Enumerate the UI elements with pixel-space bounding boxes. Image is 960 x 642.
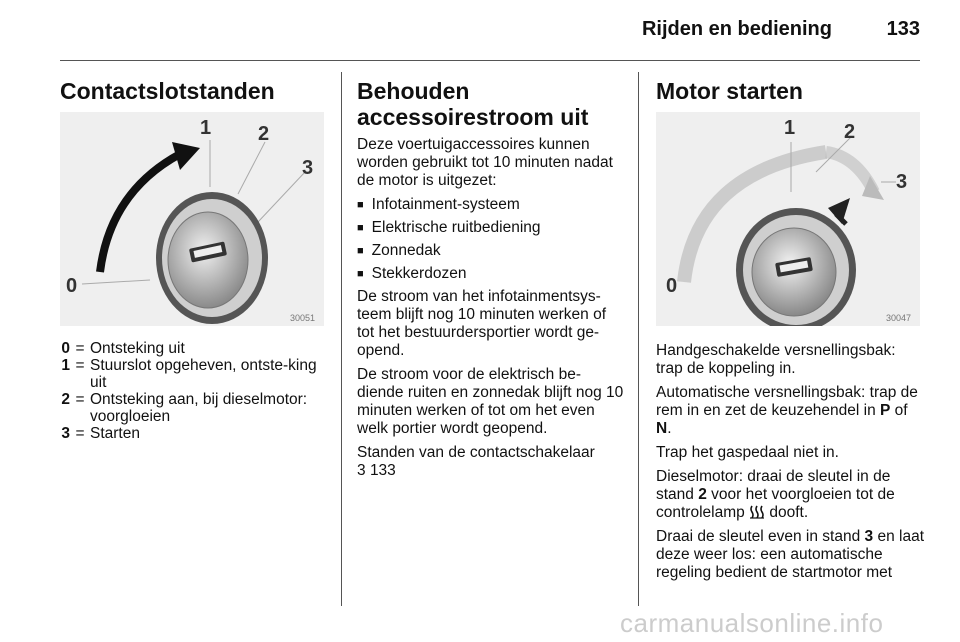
section-heading-behouden-line2: accessoirestroom uit: [357, 104, 589, 130]
figure-label-3: 3: [302, 157, 314, 179]
left-column: [60, 78, 330, 104]
figure-number: 30047: [886, 313, 912, 323]
reference-page: 133: [369, 462, 396, 479]
legend-row-0: 0 = Ontsteking uit: [61, 340, 185, 357]
pointer-line-2: [238, 142, 265, 194]
figure-number: 30051: [290, 313, 316, 323]
ignition-lock-illustration: [60, 112, 324, 326]
header-rule: [60, 60, 920, 61]
figure-label-2: 2: [844, 121, 856, 143]
pointer-line-3: [258, 172, 305, 222]
figure-label-1: 1: [784, 117, 796, 139]
automatic-gearbox-paragraph: Automatische versnellingsbak: trap de rem in en zet de keuzehendel in P of N.: [656, 384, 918, 437]
figure-label-1: 1: [200, 117, 212, 139]
running-header-title: Rijden en bediening: [641, 18, 832, 40]
accelerator-paragraph: Trap het gaspedaal niet in.: [656, 444, 839, 461]
figure-label-0: 0: [66, 275, 78, 297]
figure-label-3: 3: [896, 171, 908, 193]
infotainment-paragraph: De stroom van het infotainmentsys-teem blijft nog 10 minuten werken of tot het bestuurdersportier wordt ge-opend.: [357, 288, 606, 359]
figure-label-0: 0: [666, 275, 678, 297]
right-column-body: [656, 342, 924, 588]
section-heading-motor-starten: Motor starten: [656, 78, 803, 104]
figure-label-2: 2: [258, 123, 270, 145]
windows-paragraph: De stroom voor de elektrisch be-diende ruiten en zonnedak blijft nog 10 minuten werken of tot om het even welk portier wordt geopend.: [357, 366, 624, 437]
watermark: carmanualsonline.info: [620, 608, 884, 638]
engine-start-figure: [656, 112, 920, 326]
lock-face: [168, 212, 248, 308]
middle-column: [357, 78, 625, 486]
list-item: ■ Infotainment-systeem: [357, 196, 625, 214]
intro-paragraph: Deze voertuigaccessoires kunnen worden gebruikt tot 10 minuten nadat de motor is uitgezet:: [357, 136, 613, 189]
cross-reference-link[interactable]: [357, 462, 625, 480]
rotation-arrowhead: [172, 142, 200, 170]
list-item: ■ Stekkerdozen: [357, 265, 625, 283]
start-paragraph: Draai de sleutel even in stand 3 en laat deze weer los: een automatische regeling bedient de startmotor met: [656, 528, 925, 581]
legend-row-1: 1 = Stuurslot opgeheven, ontste-king uit: [61, 357, 317, 391]
list-item: ■ Elektrische ruitbediening: [357, 219, 625, 237]
section-heading-behouden-line1: Behouden: [357, 78, 470, 104]
legend-row-2: 2 = Ontsteking aan, bij dieselmotor: voorgloeien: [61, 391, 308, 425]
manual-gearbox-paragraph: Handgeschakelde versnellingsbak: trap de koppeling in.: [656, 342, 896, 377]
cross-reference-text: Standen van de contactschakelaar: [357, 444, 595, 461]
engine-start-illustration: [656, 112, 920, 326]
section-heading-contactslotstanden: Contactslotstanden: [60, 78, 275, 104]
diesel-paragraph: Dieselmotor: draai de sleutel in de stand 2 voor het voorgloeien tot de controlelamp dooft.: [656, 468, 895, 521]
ignition-legend: [60, 340, 330, 442]
ignition-positions-figure: [60, 112, 324, 326]
glow-plug-icon: [749, 505, 765, 519]
column-divider-left: [341, 72, 342, 606]
right-column-heading: [656, 78, 922, 104]
accessory-list: [357, 196, 625, 283]
pointer-line-0: [82, 280, 150, 284]
legend-row-3: 3 = Starten: [61, 425, 140, 442]
page-number: 133: [886, 18, 920, 40]
list-item: ■ Zonnedak: [357, 242, 625, 260]
column-divider-right: [638, 72, 639, 606]
reference-arrow-icon: 3: [357, 462, 366, 479]
